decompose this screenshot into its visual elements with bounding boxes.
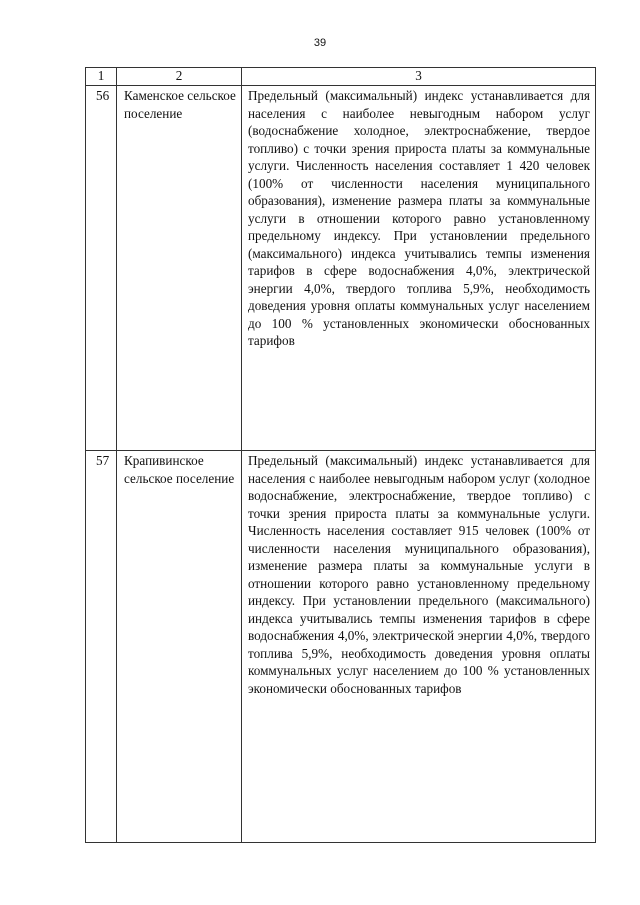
page-number: 39 — [313, 37, 327, 49]
table-header-row — [86, 68, 596, 86]
column-header-3: 3 — [242, 68, 596, 86]
table-row — [86, 451, 596, 843]
settlement-name: Крапивинское сельское поселение — [117, 451, 242, 843]
column-header-1: 1 — [86, 68, 117, 86]
index-description — [242, 86, 596, 451]
row-number: 57 — [86, 451, 117, 843]
row-number: 56 — [86, 86, 117, 451]
tariff-table — [85, 67, 596, 843]
table-row — [86, 86, 596, 451]
description-text: Предельный (максимальный) индекс устанавливается для населения с наиболее невыгодным набором услуг (холодное водоснабжение, электроснабжение, твердое топливо) с точки зрения прироста платы за коммунальные услуги. Численность населения составляет 915 человек (100% от численности населения муниципального образования), изменение размера платы за коммунальные услуги в отношении которого равно установленному предельному индексу. При установлении предельного (максимального) индекса учитывались темпы изменения тарифов в сфере водоснабжения 4,0%, электрической энергии 4,0%, твердого топлива 5,9%, необходимость доведения уровня оплаты коммунальных услуг населением до 100 % установленных экономически обоснованных тарифов — [248, 453, 590, 696]
index-description — [242, 451, 596, 843]
column-header-2: 2 — [117, 68, 242, 86]
description-text: Предельный (максимальный) индекс устанавливается для населения с наиболее невыгодным набором услуг (водоснабжение холодное, электроснабжение, твердое топливо) с точки зрения прироста платы за коммунальные услуги. Численность населения составляет 1 420 человек (100% от численности населения муниципального образования), изменение размера платы за коммунальные услуги в отношении которого равно установленному предельному индексу. При установлении предельного (максимального) индекса учитывались темпы изменения тарифов в сфере водоснабжения 4,0%, электрической энергии 4,0%, твердого топлива 5,9%, необходимость доведения уровня оплаты коммунальных услуг населением до 100 % установленных экономически обоснованных тарифов — [248, 88, 590, 348]
settlement-name: Каменское сельское поселение — [117, 86, 242, 451]
